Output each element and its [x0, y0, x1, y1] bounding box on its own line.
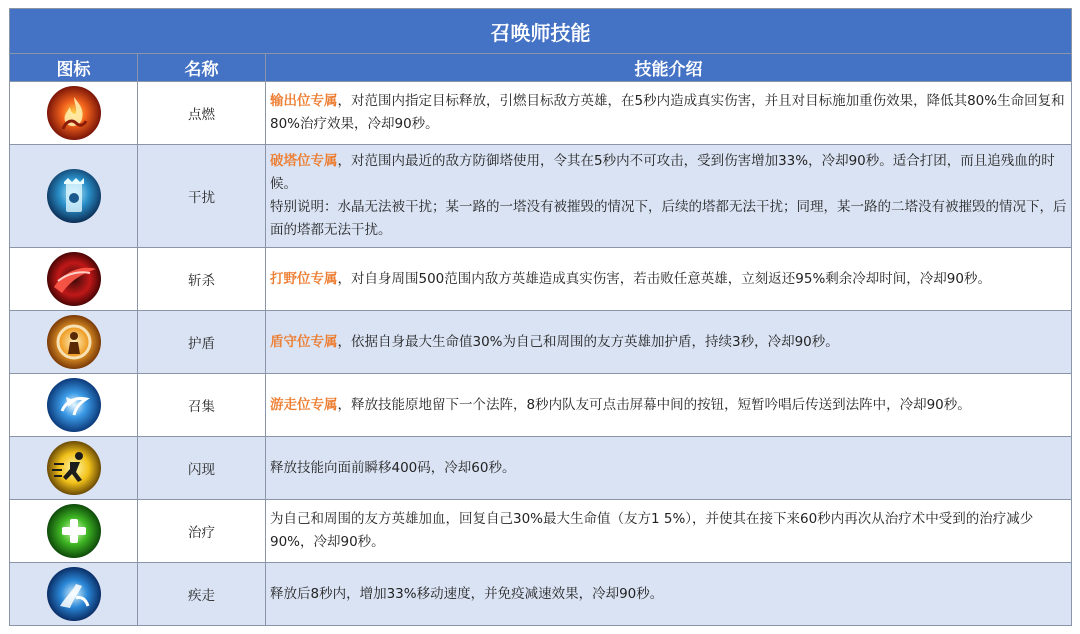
- table-row: [10, 563, 1072, 626]
- ignite-icon: [46, 85, 102, 141]
- skill-name: 召集: [138, 374, 266, 437]
- skill-role-tag: 盾守位专属: [270, 333, 338, 350]
- skill-role-tag: 输出位专属: [270, 93, 338, 109]
- header-icon: 图标: [10, 54, 138, 82]
- skill-name: 闪现: [138, 437, 266, 500]
- header-desc: 技能介绍: [266, 54, 1072, 82]
- table-row: [10, 248, 1072, 311]
- table-row: [10, 500, 1072, 563]
- table-row: [10, 374, 1072, 437]
- execute-icon: [46, 251, 102, 307]
- skill-name: 干扰: [138, 145, 266, 248]
- skill-description: 释放后8秒内，增加33%移动速度，并免疫减速效果，冷却90秒。: [270, 585, 664, 602]
- skill-name: 治疗: [138, 500, 266, 563]
- skill-description: 为自己和周围的友方英雄加血，回复自己30%最大生命值（友方1 5%），并使其在接下来60秒内再次从治疗术中受到的治疗减少90%，冷却90秒。: [270, 511, 1034, 550]
- table-title: 召唤师技能: [10, 9, 1072, 54]
- skill-name: 点燃: [138, 82, 266, 145]
- skill-name: 斩杀: [138, 248, 266, 311]
- skill-description: ，对范围内指定目标释放，引燃目标敌方英雄，在5秒内造成真实伤害，并且对目标施加重伤效果，降低其80%生命回复和80%治疗效果，冷却90秒。: [270, 93, 1065, 132]
- skill-role-tag: 破塔位专属: [270, 153, 338, 169]
- skill-name: 护盾: [138, 311, 266, 374]
- summon-icon: [46, 377, 102, 433]
- shield-icon: [46, 314, 102, 370]
- heal-icon: [46, 503, 102, 559]
- skill-description: ，依据自身最大生命值30%为自己和周围的友方英雄加护盾，持续3秒，冷却90秒。: [337, 333, 839, 350]
- table-row: [10, 437, 1072, 500]
- skill-role-tag: 游走位专属: [270, 396, 338, 413]
- table-row: [10, 311, 1072, 374]
- summoner-skills-table: [9, 8, 1072, 626]
- skill-role-tag: 打野位专属: [270, 270, 338, 287]
- skill-description: ，释放技能原地留下一个法阵，8秒内队友可点击屏幕中间的按钮，短暂吟唱后传送到法阵中，冷却90秒。: [337, 396, 971, 413]
- skill-special-note: 特别说明：水晶无法被干扰；某一路的一塔没有被摧毁的情况下，后续的塔都无法干扰；同理，某一路的二塔没有被摧毁的情况下，后面的塔都无法干扰。: [270, 199, 1067, 238]
- sprint-icon: [46, 566, 102, 622]
- flash-icon: [46, 440, 102, 496]
- disrupt-icon: [46, 168, 102, 224]
- skills-table-wrapper: [9, 8, 1071, 626]
- skill-description: ，对范围内最近的敌方防御塔使用，令其在5秒内不可攻击，受到伤害增加33%，冷却90秒。适合打团，而且追残血的时候。: [270, 153, 1055, 192]
- skill-description: 释放技能向面前瞬移400码，冷却60秒。: [270, 459, 516, 476]
- skill-description: ，对自身周围500范围内敌方英雄造成真实伤害，若击败任意英雄，立刻返还95%剩余冷却时间，冷却90秒。: [337, 270, 991, 287]
- skill-name: 疾走: [138, 563, 266, 626]
- header-name: 名称: [138, 54, 266, 82]
- table-row: [10, 145, 1072, 248]
- table-row: [10, 82, 1072, 145]
